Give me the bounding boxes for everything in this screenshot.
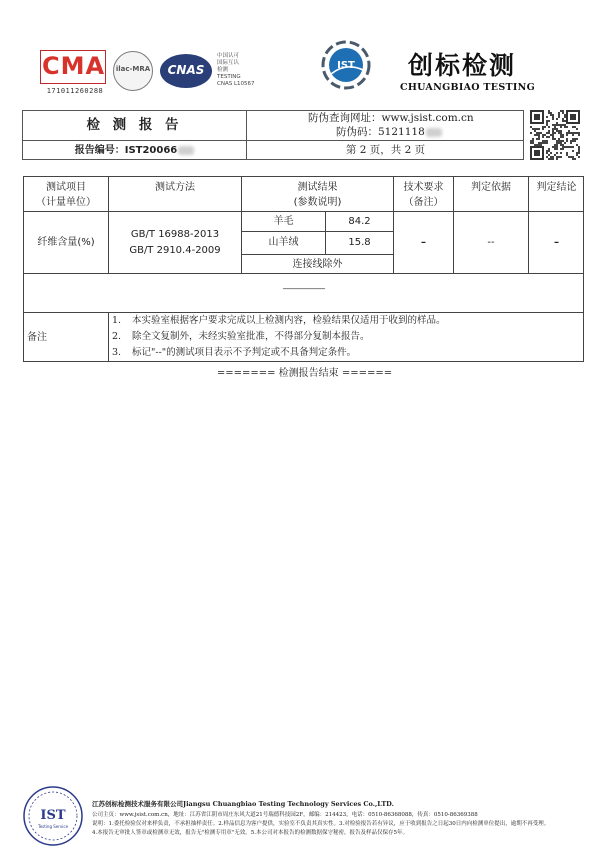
qr-module (540, 132, 542, 134)
qr-module (552, 118, 554, 120)
qr-module (556, 140, 558, 142)
divider (241, 231, 393, 232)
qr-module (552, 156, 554, 158)
qr-module (560, 136, 562, 138)
qr-module (574, 158, 576, 160)
ist-logo-text: IST (337, 60, 355, 71)
qr-module (556, 124, 558, 126)
report-title: 检 测 报 告 (86, 117, 183, 133)
company-seal-icon (22, 785, 84, 847)
qr-module (536, 128, 538, 130)
qr-module (554, 148, 556, 150)
notes-list (112, 313, 582, 361)
report-number-wrap (23, 141, 246, 160)
qr-module (568, 146, 570, 148)
qr-module (552, 124, 554, 126)
qr-module (578, 156, 580, 158)
report-number: 报告编号：IST20066 (74, 145, 178, 156)
qr-module (554, 126, 556, 128)
qr-module (532, 128, 534, 130)
qr-module (554, 146, 556, 148)
qr-module (560, 124, 562, 126)
qr-module (558, 112, 560, 114)
requirement-value: – (421, 237, 426, 248)
qr-module (534, 144, 536, 146)
divider (241, 254, 393, 255)
qr-module (566, 154, 568, 156)
qr-module (558, 138, 560, 140)
qr-module (546, 140, 548, 142)
qr-module (536, 138, 538, 140)
qr-module (560, 152, 562, 154)
item-name: 纤维含量(%) (37, 237, 95, 248)
qr-module (548, 158, 550, 160)
qr-module (562, 134, 564, 136)
verify-url: 防伪查询网址：www.jsist.com.cn (308, 112, 474, 124)
header-requirement-line: （备注） (403, 197, 444, 208)
note-text: 除全文复制外，未经实验室批准，不得部分复制本报告。 (132, 331, 370, 342)
qr-module (560, 110, 562, 112)
qr-module (556, 148, 558, 150)
qr-module (570, 142, 572, 144)
qr-module (564, 142, 566, 144)
qr-module (572, 132, 574, 134)
qr-module (548, 130, 550, 132)
footer-notes: 4.本报告无审批人签章或检测章无效，报告无"检测专用章"无效。5.本公司对本报告的检测数据保守秘密，报告及样品仅保存5年。 (92, 830, 409, 836)
qr-module (546, 120, 548, 122)
qr-module (562, 144, 564, 146)
qr-module (574, 140, 576, 142)
qr-module (560, 142, 562, 144)
qr-module (560, 148, 562, 150)
footer-notes: 说明：1.委托检验仅对来样负责，不承担抽样责任。2.样品信息为客户提供，实验室不负责其真实性。3.对检验报告若有异议，应于收到报告之日起30日内向检测单位提出，逾期不再受理。 (92, 821, 550, 827)
qr-module (550, 152, 552, 154)
qr-module (572, 146, 574, 148)
qr-module (536, 144, 538, 146)
qr-module (576, 128, 578, 130)
qr-module (546, 116, 548, 118)
qr-module (556, 146, 558, 148)
qr-module (548, 120, 550, 122)
qr-module (556, 158, 558, 160)
redacted-mark (178, 146, 194, 155)
qr-module (540, 144, 542, 146)
qr-module (556, 130, 558, 132)
notes-label: 备注 (27, 332, 47, 343)
cnas-info-line: 检测 (217, 67, 229, 73)
qr-module (538, 132, 540, 134)
qr-module (566, 132, 568, 134)
qr-module (544, 142, 546, 144)
qr-module (572, 156, 574, 158)
qr-module (546, 136, 548, 138)
qr-module (562, 120, 564, 122)
qr-module (554, 124, 556, 126)
cnas-info-line: 中国认可 (217, 53, 240, 59)
qr-module (564, 120, 566, 122)
note-item (112, 345, 582, 361)
qr-module (550, 134, 552, 136)
report-end-marker: ======= 检测报告结束 ====== (216, 368, 393, 379)
qr-module (548, 136, 550, 138)
qr-module (570, 156, 572, 158)
header-conclusion: 判定结论 (536, 182, 577, 193)
qr-module (572, 140, 574, 142)
qr-module (558, 156, 560, 158)
cma-logo: CMA (42, 52, 106, 80)
header-method: 测试方法 (155, 182, 195, 193)
qr-module (556, 142, 558, 144)
basis-value: -- (487, 237, 495, 248)
verify-code: 防伪码：5121118 (336, 126, 425, 138)
qr-module (538, 142, 540, 144)
qr-module (560, 156, 562, 158)
qr-module (570, 146, 572, 148)
qr-module (552, 134, 554, 136)
qr-module (562, 146, 564, 148)
qr-module (558, 116, 560, 118)
qr-module (560, 130, 562, 132)
note-item (112, 313, 582, 329)
qr-module (570, 140, 572, 142)
header-requirement-line: 技术要求 (403, 182, 444, 193)
note-number: 1. (112, 315, 122, 326)
qr-module (568, 132, 570, 134)
qr-module (572, 126, 574, 128)
cnas-info-line: CNAS L10567 (217, 81, 255, 87)
qr-module (546, 142, 548, 144)
redacted-mark (426, 128, 442, 137)
note-item (112, 329, 582, 345)
qr-module (546, 132, 548, 134)
qr-module (540, 142, 542, 144)
qr-module (576, 154, 578, 156)
footer-company: 江苏创标检测技术服务有限公司Jiangsu Chuangbiao Testing Technology Services Co.,LTD. (92, 800, 394, 808)
qr-module (552, 128, 554, 130)
qr-module (530, 140, 532, 142)
cnas-label: CNAS (167, 63, 205, 77)
qr-module (558, 114, 560, 116)
qr-module (578, 134, 580, 136)
qr-module (564, 124, 566, 126)
qr-module (560, 144, 562, 146)
qr-module (554, 144, 556, 146)
qr-module (574, 126, 576, 128)
qr-module (548, 150, 550, 152)
test-methods (109, 227, 241, 259)
qr-module (534, 128, 536, 130)
qr-module (552, 136, 554, 138)
qr-module (544, 134, 546, 136)
qr-module (578, 152, 580, 154)
qr-module (576, 152, 578, 154)
qr-module (576, 144, 578, 146)
cnas-info-line: 国际互认 (217, 60, 240, 66)
qr-module (548, 148, 550, 150)
qr-module (560, 134, 562, 136)
qr-module (534, 130, 536, 132)
qr-module (568, 130, 570, 132)
qr-module (534, 134, 536, 136)
qr-module (538, 128, 540, 130)
ilac-mra-label: ilac-MRA (115, 65, 151, 73)
qr-module (544, 126, 546, 128)
seal-subtext: Testing Service (37, 824, 69, 829)
qr-module (556, 122, 558, 124)
qr-module (558, 130, 560, 132)
qr-module (538, 134, 540, 136)
qr-module (578, 132, 580, 134)
qr-module (552, 116, 554, 118)
qr-module (532, 142, 534, 144)
ist-logo-icon (321, 40, 371, 90)
qr-module (564, 114, 566, 116)
qr-module (554, 138, 556, 140)
qr-module (544, 140, 546, 142)
result-note: 连接线除外 (292, 259, 343, 270)
qr-module (562, 140, 564, 142)
header-item-line: 测试项目 (46, 182, 86, 193)
qr-module (558, 132, 560, 134)
qr-module (552, 132, 554, 134)
conclusion-value: – (554, 237, 559, 248)
qr-module (556, 156, 558, 158)
fiber-name: 山羊绒 (268, 237, 299, 248)
qr-module (556, 144, 558, 146)
qr-module (542, 134, 544, 136)
page-indicator: 第 2 页，共 2 页 (345, 144, 426, 156)
qr-module (574, 138, 576, 140)
qr-module (562, 148, 564, 150)
qr-module (546, 122, 548, 124)
qr-module (536, 134, 538, 136)
qr-module (576, 132, 578, 134)
note-text: 标记"--"的测试项目表示不予判定或不具备判定条件。 (132, 347, 357, 358)
qr-module (552, 158, 554, 160)
qr-module (566, 146, 568, 148)
qr-module (566, 152, 568, 154)
qr-module (574, 132, 576, 134)
qr-module (572, 150, 574, 152)
qr-module (562, 118, 564, 120)
qr-module (564, 146, 566, 148)
seal-text: IST (40, 808, 66, 823)
qr-module (550, 156, 552, 158)
qr-module (554, 154, 556, 156)
qr-module (572, 138, 574, 140)
qr-module (556, 128, 558, 130)
fiber-value: 15.8 (348, 237, 371, 248)
qr-module (546, 124, 548, 126)
header-result-line: 测试结果 (297, 182, 338, 193)
brand-name-en: CHUANGBIAO TESTING (400, 82, 536, 93)
qr-module (530, 142, 532, 144)
qr-module (552, 146, 554, 148)
separator: —————— (282, 284, 325, 293)
qr-module (532, 138, 534, 140)
header-basis: 判定依据 (471, 182, 511, 193)
header-result-line: (参数说明) (293, 197, 342, 208)
footer-address: 公司主页：www.jsist.com.cn，地址：江苏省江阴市周庄东风大道21号瑞德科技园2F，邮编：214423，电话：0510-86368088，传真：0510-86369388 (92, 812, 478, 818)
qr-module (562, 136, 564, 138)
qr-module (542, 142, 544, 144)
qr-module (538, 136, 540, 138)
qr-module (536, 132, 538, 134)
qr-module (556, 118, 558, 120)
qr-module (562, 110, 564, 112)
qr-module (558, 140, 560, 142)
qr-module (560, 140, 562, 142)
header-item-line: （计量单位） (36, 197, 96, 208)
qr-module (548, 154, 550, 156)
qr-module (562, 112, 564, 114)
qr-code-icon (528, 108, 582, 162)
qr-module (554, 132, 556, 134)
cnas-info (217, 53, 277, 88)
qr-module (576, 138, 578, 140)
note-number: 2. (112, 331, 122, 342)
qr-module (558, 124, 560, 126)
divider (23, 273, 584, 274)
qr-module (560, 132, 562, 134)
qr-module (566, 134, 568, 136)
qr-module (548, 126, 550, 128)
qr-module (554, 128, 556, 130)
qr-module (572, 158, 574, 160)
qr-module (560, 126, 562, 128)
qr-module (566, 138, 568, 140)
verify-code-wrap (336, 125, 442, 139)
header-item (24, 180, 108, 210)
qr-module (552, 130, 554, 132)
qr-module (550, 158, 552, 160)
qr-module (564, 126, 566, 128)
qr-module (558, 142, 560, 144)
qr-module (550, 112, 552, 114)
qr-module (578, 150, 580, 152)
fiber-name: 羊毛 (273, 216, 294, 227)
qr-module (538, 138, 540, 140)
qr-module (542, 126, 544, 128)
qr-module (532, 140, 534, 142)
note-text: 本实验室根据客户要求完成以上检测内容，检验结果仅适用于收到的样品。 (132, 315, 446, 326)
test-method: GB/T 16988-2013 (130, 229, 220, 240)
qr-module (546, 152, 548, 154)
qr-module (568, 156, 570, 158)
header-result (242, 180, 393, 210)
qr-module (552, 114, 554, 116)
brand-name-cn: 创标检测 (408, 51, 517, 80)
qr-module (530, 132, 532, 134)
qr-module (562, 124, 564, 126)
qr-module (548, 110, 550, 112)
qr-module (548, 112, 550, 114)
qr-module (570, 132, 572, 134)
qr-module (556, 152, 558, 154)
divider (108, 312, 109, 362)
qr-module (578, 148, 580, 150)
fiber-value: 84.2 (348, 216, 371, 227)
qr-module (546, 156, 548, 158)
note-number: 3. (112, 347, 122, 358)
qr-module (542, 128, 544, 130)
qr-module (542, 140, 544, 142)
qr-module (550, 114, 552, 116)
qr-module (542, 136, 544, 138)
qr-module (530, 126, 532, 128)
qr-module (538, 144, 540, 146)
qr-module (546, 150, 548, 152)
test-method: GB/T 2910.4-2009 (129, 245, 221, 256)
qr-module (564, 116, 566, 118)
qr-module (566, 140, 568, 142)
qr-module (578, 146, 580, 148)
header-requirement (394, 180, 453, 210)
cma-number: 171011260288 (46, 87, 104, 95)
qr-module (548, 132, 550, 134)
qr-module (552, 138, 554, 140)
qr-module (572, 134, 574, 136)
cnas-info-line: TESTING (217, 74, 241, 80)
qr-module (566, 126, 568, 128)
